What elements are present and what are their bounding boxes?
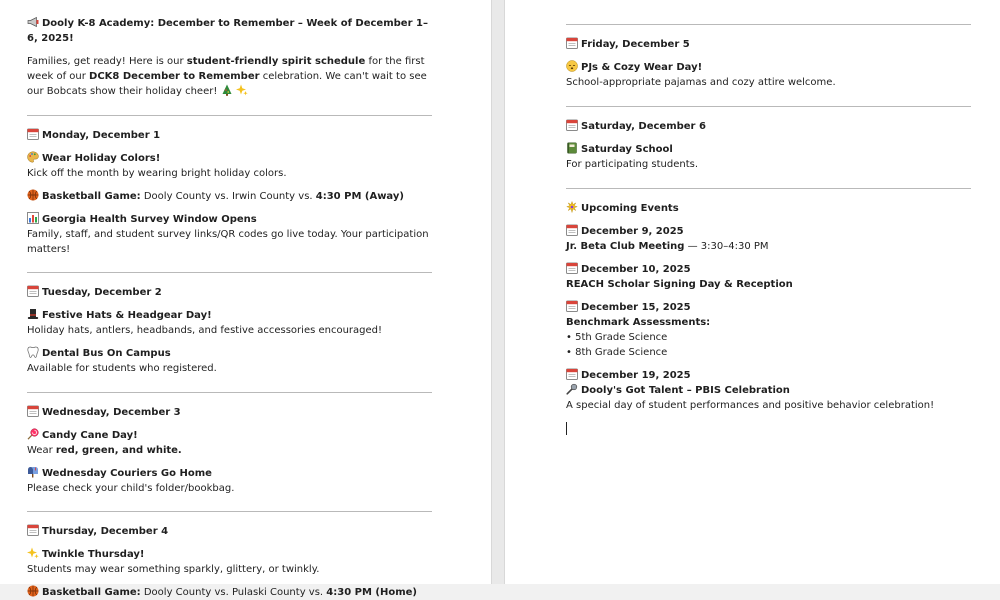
- friday-heading: Friday, December 5: [566, 37, 971, 52]
- wednesday-item2-desc: Please check your child's folder/bookbag.: [27, 483, 235, 494]
- divider: [27, 272, 432, 273]
- bar-chart-icon: [27, 212, 39, 224]
- text-cursor[interactable]: [566, 422, 567, 435]
- event3-bullet-1: • 5th Grade Science: [566, 332, 668, 343]
- event4-desc: A special day of student performances and positive behavior celebration!: [566, 400, 935, 411]
- right-column: [566, 0, 971, 413]
- document-page-left: [0, 0, 491, 598]
- thursday-heading: Thursday, December 4: [27, 524, 432, 539]
- microphone-icon: [566, 383, 578, 395]
- monday-item1-desc: Kick off the month by wearing bright holiday colors.: [27, 168, 287, 179]
- upcoming-heading: Upcoming Events: [566, 201, 971, 216]
- thursday-item2: Basketball Game: Dooly County vs. Pulaski County vs. 4:30 PM (Home): [27, 585, 432, 600]
- tuesday-item2-title: Dental Bus On Campus: [27, 346, 432, 361]
- calendar-icon: [27, 405, 39, 417]
- wednesday-item1-desc: Wear red, green, and white.: [27, 445, 182, 456]
- saturday-item1-desc: For participating students.: [566, 159, 699, 170]
- calendar-icon: [27, 285, 39, 297]
- monday-item3-title: Georgia Health Survey Window Opens: [27, 212, 432, 227]
- event3-date: December 15, 2025: [566, 300, 971, 315]
- calendar-icon: [566, 119, 578, 131]
- basketball-icon: [27, 189, 39, 201]
- divider: [27, 115, 432, 116]
- friday-item1-title: PJs & Cozy Wear Day!: [566, 60, 971, 75]
- divider: [27, 511, 432, 512]
- left-column: [27, 0, 432, 600]
- divider: [27, 392, 432, 393]
- monday-item1-title: Wear Holiday Colors!: [27, 151, 432, 166]
- calendar-icon: [566, 224, 578, 236]
- wednesday-item1-title: Candy Cane Day!: [27, 428, 432, 443]
- sparkles-icon: [27, 547, 39, 559]
- wednesday-item2-title: Wednesday Couriers Go Home: [27, 466, 432, 481]
- event4-title: Dooly's Got Talent – PBIS Celebration: [566, 383, 971, 398]
- monday-item2: Basketball Game: Dooly County vs. Irwin County vs. 4:30 PM (Away): [27, 189, 432, 204]
- calendar-icon: [566, 262, 578, 274]
- sparkler-icon: [566, 201, 578, 213]
- calendar-icon: [27, 524, 39, 536]
- tuesday-heading: Tuesday, December 2: [27, 285, 432, 300]
- event1-date: December 9, 2025: [566, 224, 971, 239]
- calendar-icon: [27, 128, 39, 140]
- monday-item3-desc: Family, staff, and student survey links/QR codes go live today. Your participation matters!: [27, 229, 429, 255]
- event3-bullet-2: • 8th Grade Science: [566, 347, 668, 358]
- tuesday-item2-desc: Available for students who registered.: [27, 363, 217, 374]
- calendar-icon: [566, 300, 578, 312]
- calendar-icon: [566, 368, 578, 380]
- event4-date: December 19, 2025: [566, 368, 971, 383]
- christmas-tree-icon: [221, 84, 233, 96]
- intro-paragraph: Families, get ready! Here is our student-friendly spirit schedule for the first week of our DCK8 December to Remember celebration. We can't wait to see our Bobcats show their holiday cheer!: [27, 56, 427, 97]
- divider: [566, 106, 971, 107]
- tuesday-item1-desc: Holiday hats, antlers, headbands, and festive accessories encouraged!: [27, 325, 383, 336]
- saturday-heading: Saturday, December 6: [566, 119, 971, 134]
- mailbox-icon: [27, 466, 39, 478]
- thursday-item1-title: Twinkle Thursday!: [27, 547, 432, 562]
- wednesday-heading: Wednesday, December 3: [27, 405, 432, 420]
- calendar-icon: [566, 37, 578, 49]
- basketball-icon: [27, 585, 39, 597]
- lollipop-icon: [27, 428, 39, 440]
- friday-item1-desc: School-appropriate pajamas and cozy attire welcome.: [566, 77, 836, 88]
- event2-date: December 10, 2025: [566, 262, 971, 277]
- monday-heading: Monday, December 1: [27, 128, 432, 143]
- page-gap: [491, 0, 505, 584]
- megaphone-icon: [27, 16, 39, 28]
- top-hat-icon: [27, 308, 39, 320]
- sleeping-face-icon: [566, 60, 578, 72]
- divider: [566, 188, 971, 189]
- sparkles-icon: [236, 84, 248, 96]
- newsletter-title: Dooly K-8 Academy: December to Remember – Week of December 1–6, 2025!: [27, 18, 428, 44]
- tooth-icon: [27, 346, 39, 358]
- document-page-right: [505, 0, 1000, 584]
- event2-title: REACH Scholar Signing Day & Reception: [566, 279, 793, 290]
- divider: [566, 24, 971, 25]
- tuesday-item1-title: Festive Hats & Headgear Day!: [27, 308, 432, 323]
- notebook-icon: [566, 142, 578, 154]
- artist-palette-icon: [27, 151, 39, 163]
- saturday-item1-title: Saturday School: [566, 142, 971, 157]
- thursday-item1-desc: Students may wear something sparkly, glittery, or twinkly.: [27, 564, 320, 575]
- event1-line: Jr. Beta Club Meeting — 3:30–4:30 PM: [566, 241, 769, 252]
- event3-title: Benchmark Assessments:: [566, 317, 711, 328]
